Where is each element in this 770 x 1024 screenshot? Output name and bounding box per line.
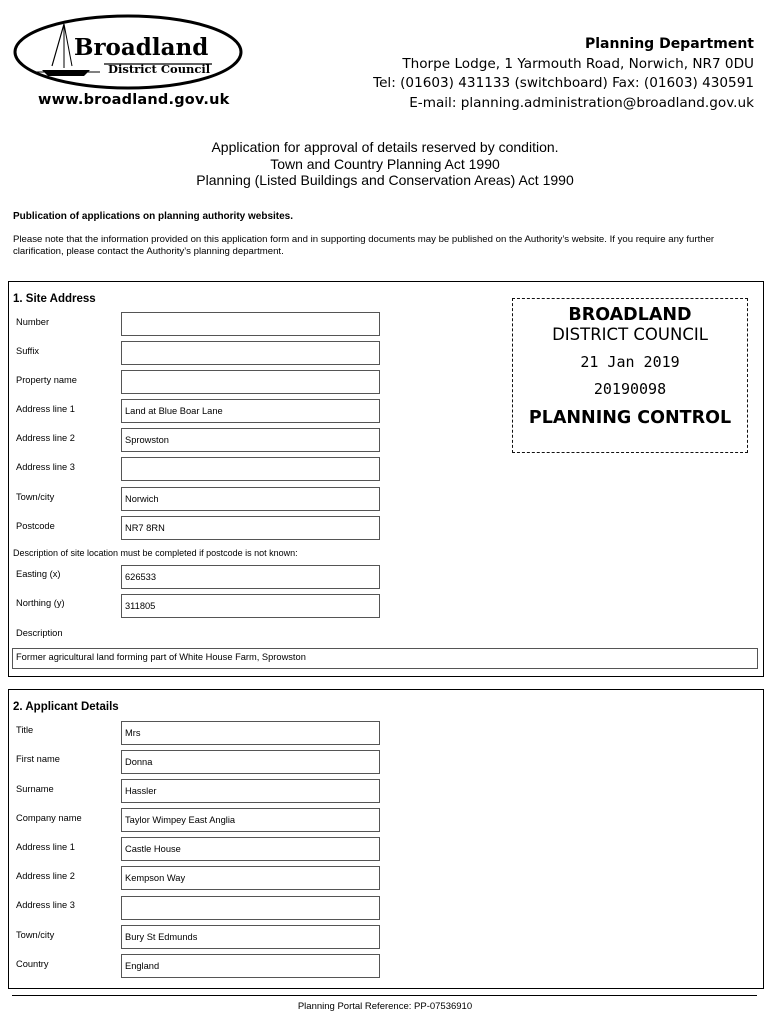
number-field[interactable] <box>121 312 380 336</box>
country-field[interactable]: England <box>121 954 380 978</box>
company-name-field[interactable]: Taylor Wimpey East Anglia <box>121 808 380 832</box>
site-address-line2-field[interactable]: Sprowston <box>121 428 380 452</box>
site-town-field[interactable]: Norwich <box>121 487 380 511</box>
website-link[interactable]: www.broadland.gov.uk <box>38 92 230 108</box>
stamp-planning-control: PLANNING CONTROL <box>528 408 732 428</box>
form-title-line3: Planning (Listed Buildings and Conservation Areas) Act 1990 <box>196 172 574 188</box>
department-address: Thorpe Lodge, 1 Yarmouth Road, Norwich, NR7 0DU <box>402 55 754 72</box>
site-address-line3-label: Address line 3 <box>16 462 75 472</box>
portal-reference: Planning Portal Reference: PP-07536910 <box>297 1001 473 1012</box>
publication-note: Please note that the information provided on this application form and in supporting documents may be published on the Authority’s website. If you require any further clarification, please contact the Authority’s planning department. <box>13 234 715 257</box>
site-address-line1-field[interactable]: Land at Blue Boar Lane <box>121 399 380 423</box>
applicant-address-line2-label: Address line 2 <box>16 871 75 881</box>
suffix-label: Suffix <box>16 346 40 356</box>
department-tel: Tel: (01603) 431133 (switchboard) Fax: (01603) 430591 <box>373 75 754 91</box>
northing-label: Northing (y) <box>16 598 65 608</box>
first-name-label: First name <box>16 754 60 764</box>
applicant-address-line1-field[interactable]: Castle House <box>121 837 380 861</box>
publication-heading: Publication of applications on planning authority websites. <box>13 211 294 222</box>
surname-field[interactable]: Hassler <box>121 779 380 803</box>
department-email: E-mail: planning.administration@broadland.gov.uk <box>409 94 754 111</box>
site-address-line3-field[interactable] <box>121 457 380 481</box>
form-title-line2: Town and Country Planning Act 1990 <box>270 155 500 172</box>
stamp-reference: 20190098 <box>593 380 667 398</box>
applicant-address-line3-field[interactable] <box>121 896 380 920</box>
suffix-field[interactable] <box>121 341 380 365</box>
site-address-title: 1. Site Address <box>13 293 96 305</box>
applicant-address-line1-label: Address line 1 <box>16 842 75 852</box>
company-name-label: Company name <box>16 813 82 823</box>
applicant-town-label: Town/city <box>16 930 55 940</box>
number-label: Number <box>16 317 50 327</box>
easting-label: Easting (x) <box>16 569 61 579</box>
property-name-label: Property name <box>16 375 77 385</box>
country-label: Country <box>16 959 49 969</box>
site-address-line1-label: Address line 1 <box>16 404 75 414</box>
site-address-line2-label: Address line 2 <box>16 433 75 443</box>
site-town-label: Town/city <box>16 492 55 502</box>
received-stamp <box>512 298 748 453</box>
property-name-field[interactable] <box>121 370 380 394</box>
form-title-line1: Application for approval of details reserved by condition. <box>211 139 559 155</box>
logo-subname: District Council <box>108 62 211 76</box>
description-label: Description <box>16 628 63 638</box>
applicant-title-label: Title <box>16 725 34 735</box>
department-title: Planning Department <box>584 36 754 52</box>
applicant-address-line2-field[interactable]: Kempson Way <box>121 866 380 890</box>
surname-label: Surname <box>16 784 54 794</box>
postcode-field[interactable]: NR7 8RN <box>121 516 380 540</box>
stamp-council-line2: DISTRICT COUNCIL <box>552 325 708 344</box>
applicant-town-field[interactable]: Bury St Edmunds <box>121 925 380 949</box>
applicant-title-field[interactable]: Mrs <box>121 721 380 745</box>
council-logo <box>12 12 244 92</box>
stamp-council-line1: BROADLAND <box>568 305 692 325</box>
footer-divider <box>12 995 757 996</box>
northing-field[interactable]: 311805 <box>121 594 380 618</box>
applicant-address-line3-label: Address line 3 <box>16 900 75 910</box>
easting-field[interactable]: 626533 <box>121 565 380 589</box>
location-note: Description of site location must be completed if postcode is not known: <box>13 548 298 558</box>
postcode-label: Postcode <box>16 521 55 531</box>
description-field[interactable]: Former agricultural land forming part of White House Farm, Sprowston <box>12 648 758 669</box>
logo-name: Broadland <box>74 34 209 61</box>
applicant-title: 2. Applicant Details <box>13 701 119 713</box>
stamp-date: 21 Jan 2019 <box>580 353 680 371</box>
first-name-field[interactable]: Donna <box>121 750 380 774</box>
form-titles <box>0 139 770 189</box>
department-block <box>373 35 754 113</box>
